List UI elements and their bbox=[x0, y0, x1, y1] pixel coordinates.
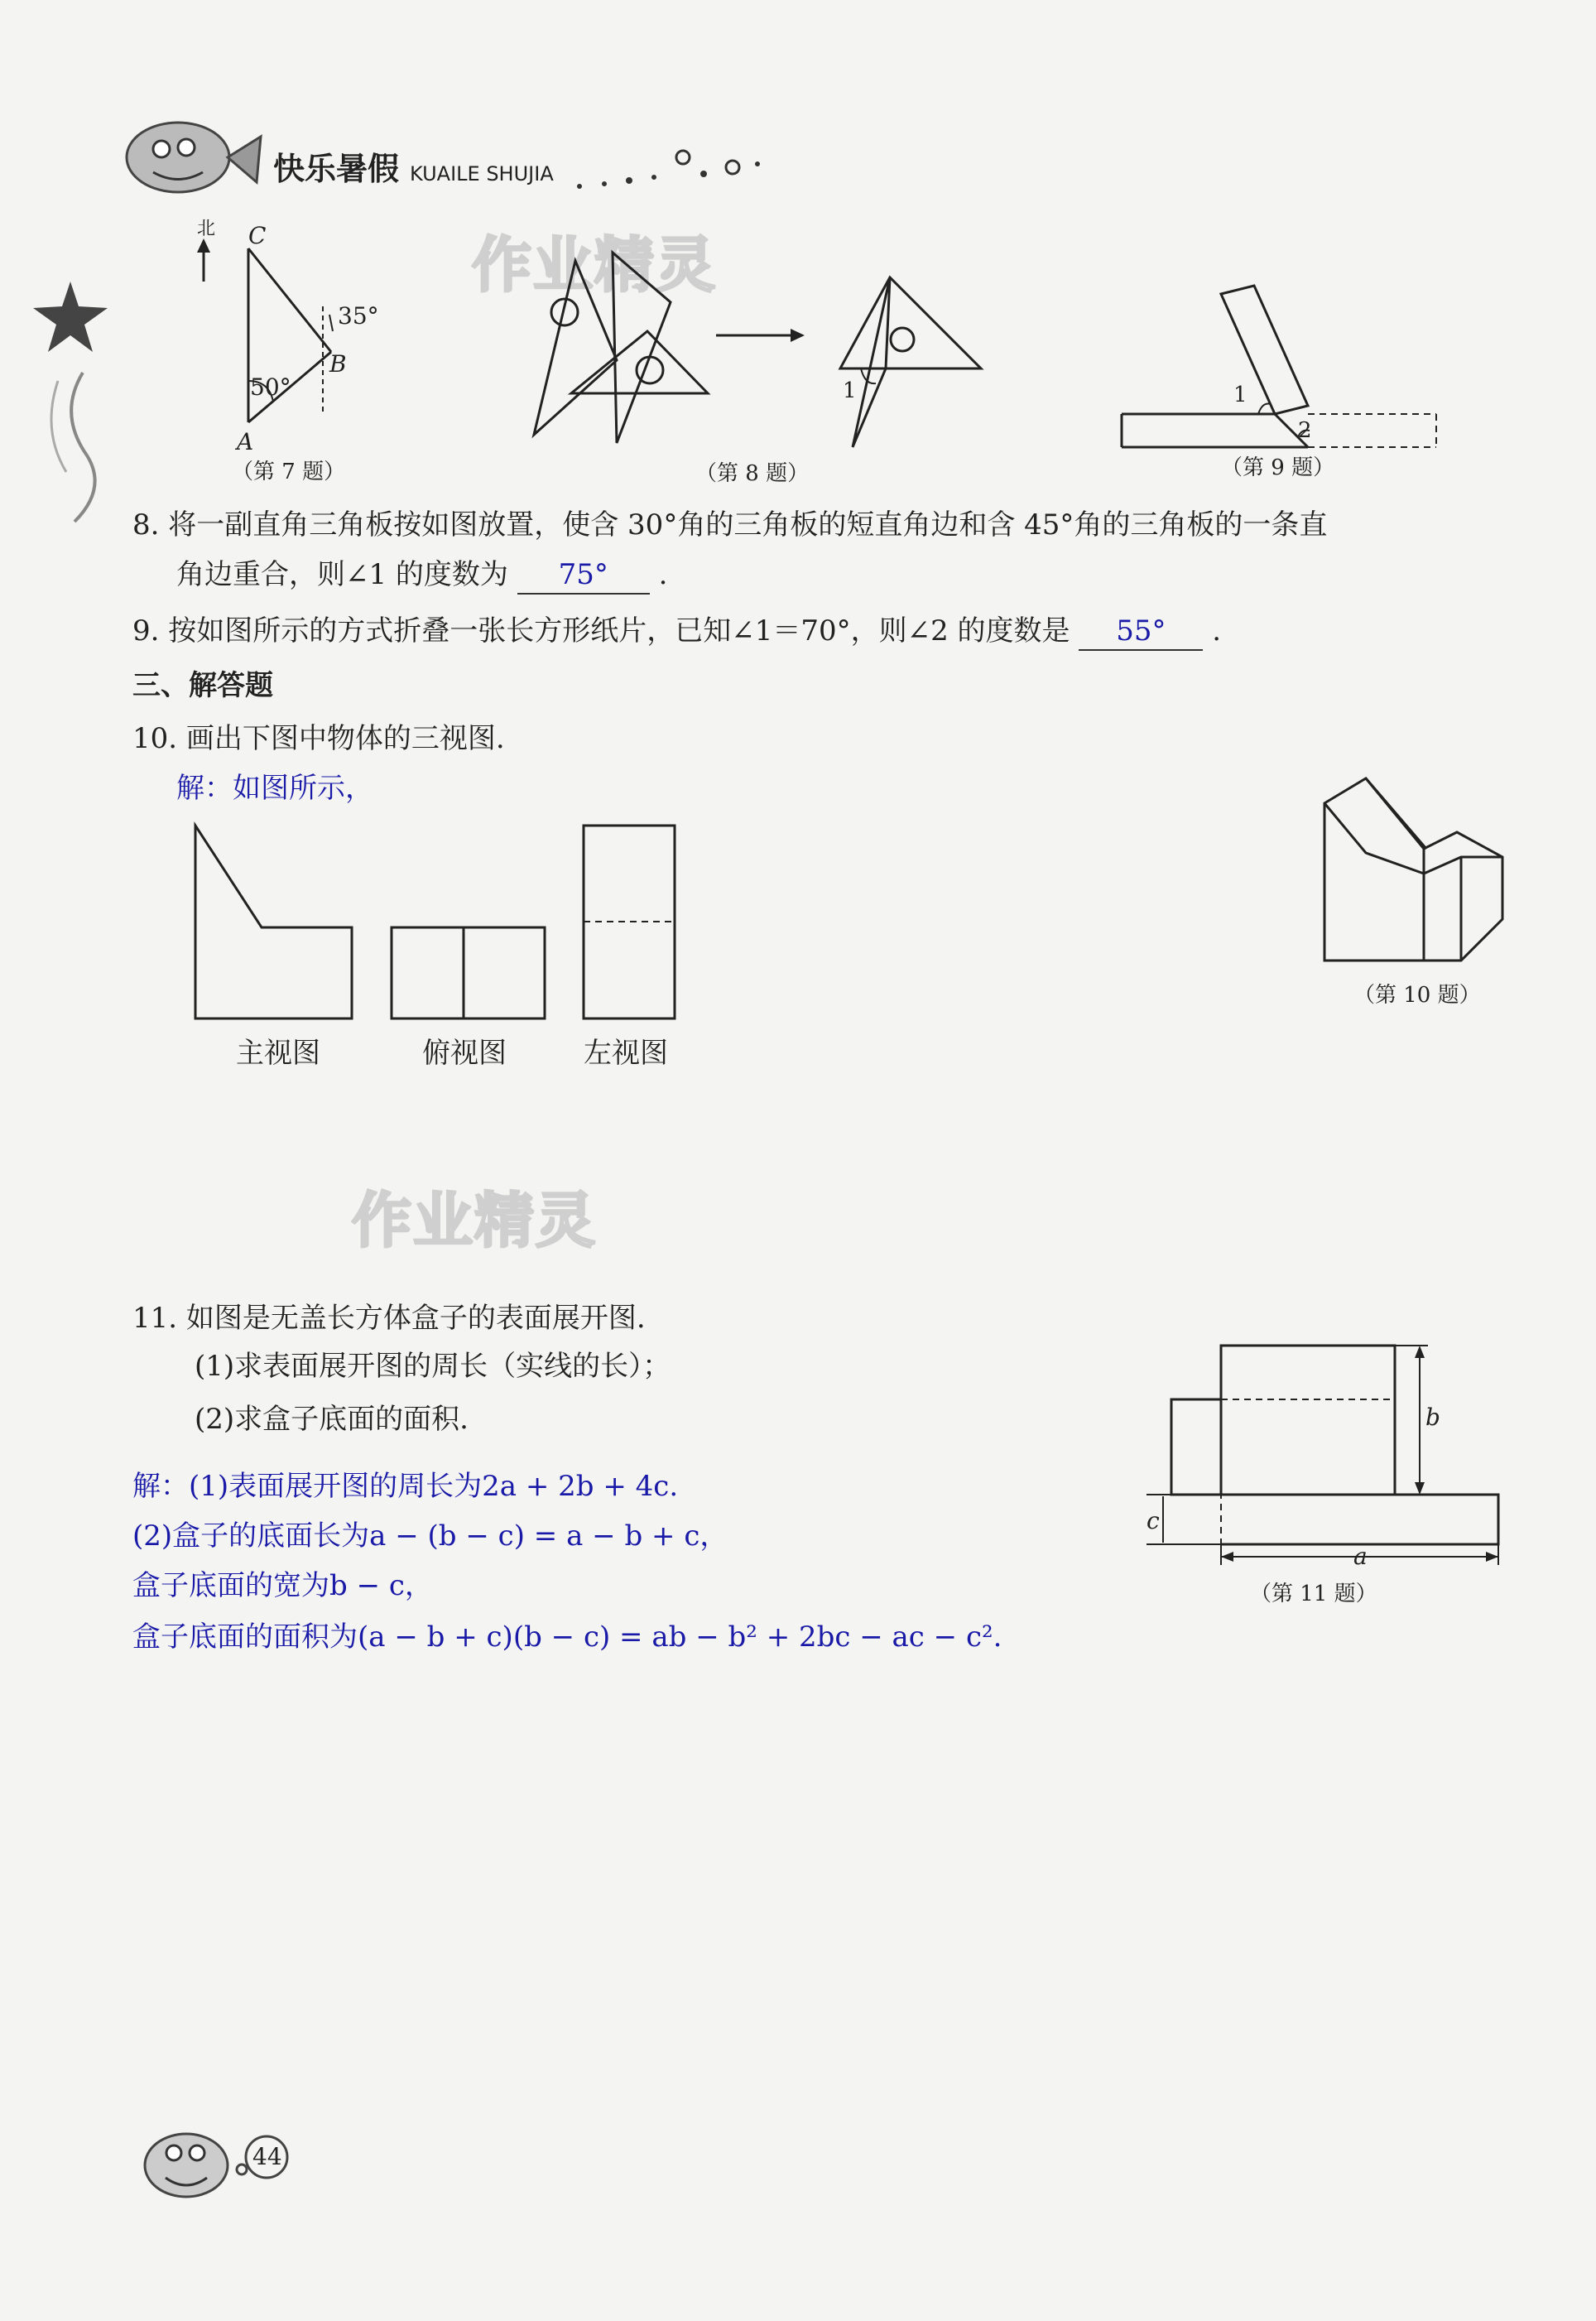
fig7-angle-35: 35° bbox=[338, 302, 379, 330]
fig11-label-c: c bbox=[1147, 1507, 1160, 1534]
q11-answer-2: (2)盒子的底面长为a − (b − c) = a − b + c， bbox=[132, 1519, 728, 1553]
q10-view-front-label: 主视图 bbox=[236, 1037, 320, 1070]
fig9-caption: （第 9 题） bbox=[1221, 455, 1335, 480]
q9-line bbox=[132, 613, 1221, 651]
fig9-label-2: 2 bbox=[1298, 418, 1312, 443]
q10-question: 10. 画出下图中物体的三视图. bbox=[132, 722, 505, 755]
section-3-heading: 三、解答题 bbox=[132, 669, 273, 702]
figure-10-object bbox=[1316, 770, 1515, 969]
fig8-label-1: 1 bbox=[843, 378, 857, 403]
figure-11-net bbox=[1147, 1337, 1511, 1569]
q9-text-end: . bbox=[1212, 614, 1221, 648]
watermark-top: 作业精灵 bbox=[472, 230, 718, 300]
watermark-middle: 作业精灵 bbox=[352, 1186, 598, 1255]
fig11-label-b: b bbox=[1425, 1404, 1440, 1431]
q11-part1: (1)求表面展开图的周长（实线的长）； bbox=[195, 1350, 671, 1383]
side-starfish-decoration bbox=[25, 265, 116, 530]
fig8-caption: （第 8 题） bbox=[695, 461, 810, 486]
q11-answer-1: 解：(1)表面展开图的周长为2a + 2b + 4c. bbox=[132, 1470, 679, 1503]
q9-answer: 55° bbox=[1079, 613, 1203, 651]
q8-line2 bbox=[176, 556, 667, 595]
fig7-label-b: B bbox=[329, 350, 347, 378]
q10-three-views bbox=[190, 816, 695, 1031]
q8-answer: 75° bbox=[517, 556, 650, 595]
q8-line2-end: . bbox=[658, 558, 668, 591]
page-number: 44 bbox=[252, 2143, 282, 2170]
q8-line2-text: 角边重合，则∠1 的度数为 bbox=[176, 558, 508, 591]
q11-question: 11. 如图是无盖长方体盒子的表面展开图. bbox=[132, 1302, 646, 1335]
q10-view-top-label: 俯视图 bbox=[422, 1037, 507, 1070]
fig7-angle-50: 50° bbox=[250, 373, 291, 401]
fig7-label-c: C bbox=[248, 222, 267, 249]
header-dots bbox=[571, 149, 786, 199]
footer-mascot-fish bbox=[132, 2120, 257, 2211]
header-title-en: KUAILE SHUJIA bbox=[410, 162, 554, 185]
fig11-caption: （第 11 题） bbox=[1250, 1582, 1377, 1606]
q11-answer-4: 盒子底面的面积为(a − b + c)(b − c) = ab − b² + 2bc − ac − c². bbox=[132, 1620, 1002, 1654]
fig9-label-1: 1 bbox=[1233, 383, 1247, 407]
q11-part2: (2)求盒子底面的面积. bbox=[195, 1403, 469, 1436]
fig7-label-a: A bbox=[237, 428, 254, 455]
q10-view-left-label: 左视图 bbox=[584, 1037, 668, 1070]
figure-9-diagram bbox=[1118, 282, 1449, 455]
header-title-cn: 快乐暑假 bbox=[273, 151, 400, 187]
q11-answer-3: 盒子底面的宽为b − c， bbox=[132, 1569, 433, 1602]
q9-text: 9. 按如图所示的方式折叠一张长方形纸片，已知∠1＝70°，则∠2 的度数是 bbox=[132, 614, 1070, 648]
figure-8-diagram bbox=[497, 244, 993, 460]
q8-line1: 8. 将一副直角三角板按如图放置，使含 30°角的三角板的短直角边和含 45°角的三角板的一条直 bbox=[132, 508, 1328, 542]
header-mascot-fish bbox=[116, 108, 265, 207]
fig7-caption: （第 7 题） bbox=[232, 460, 346, 484]
fig10-caption: （第 10 题） bbox=[1353, 983, 1481, 1008]
q10-answer-intro: 解：如图所示， bbox=[176, 772, 373, 805]
fig7-north-label: 北 bbox=[197, 219, 216, 239]
fig11-label-a: a bbox=[1353, 1543, 1368, 1570]
figure-7-diagram bbox=[190, 215, 397, 455]
